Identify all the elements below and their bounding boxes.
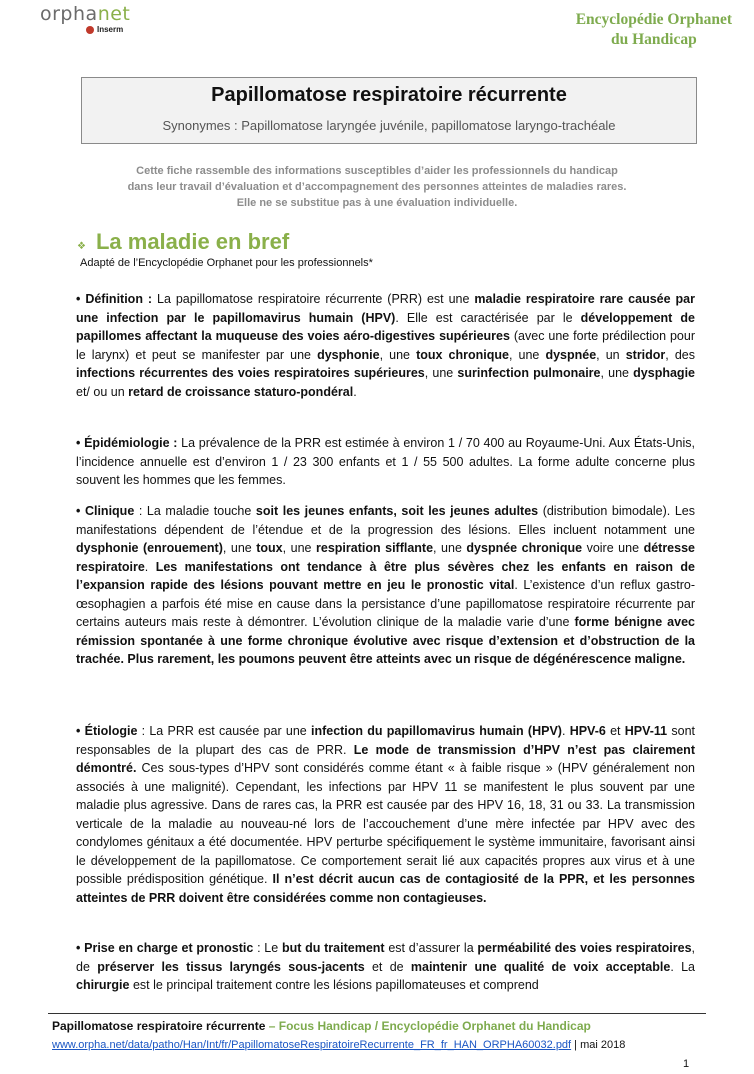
prise_en_charge-run: but du traitement (281, 941, 385, 955)
intro-line-3: Elle ne se substitue pas à une évaluation individuelle. (236, 197, 518, 209)
logo-text-a: orpha (40, 3, 98, 25)
clinique-run: toux (256, 541, 283, 555)
epidemiologie-run: La prévalence de la PRR est estimée à environ 1 / 70 400 au Royaume-Uni. Aux États-Unis, l’incidence annuelle est d’environ 1 / 23 300 enfants et 1 / 55 500 adultes. La forme adulte concerne plus souvent les hommes que les femmes. (76, 436, 695, 487)
footer-divider (48, 1013, 706, 1014)
etiologie-run: • Étiologie (76, 724, 138, 738)
prise_en_charge-run: chirurgie (76, 978, 130, 992)
brand-line-2: du Handicap (610, 31, 697, 48)
footer-link-row (52, 1039, 625, 1051)
prise_en_charge-run: • Prise en charge et pronostic (76, 941, 254, 955)
para-epidemiologie (76, 434, 695, 490)
clinique-run: respiration sifflante (316, 541, 434, 555)
definition-run: , une (508, 347, 546, 362)
section-heading-text: La maladie en bref (95, 229, 290, 254)
title-box (81, 77, 697, 144)
etiologie-run: HPV-6 (569, 724, 606, 738)
clinique-run: Les manifestations ont tendance à être plus sévères chez les enfants en raison de l’expansion rapide des lésions pouvant mettre en jeu le pronostic vital (76, 559, 695, 592)
clinique-run: détresse respiratoire (76, 541, 695, 574)
clinique-run: . (144, 559, 156, 574)
etiologie-run: : La PRR est causée par une (137, 724, 311, 738)
prise_en_charge-run: et de (364, 959, 411, 974)
para-definition (76, 290, 695, 401)
clinique-run: voire une (582, 541, 644, 555)
clinique-run: soit les jeunes enfants, soit les jeunes adultes (255, 504, 539, 518)
footer-title (52, 1019, 591, 1033)
etiologie-run: infection du papillomavirus humain (HPV) (310, 724, 562, 738)
section-heading (77, 229, 289, 255)
etiologie-run: Il n’est décrit aucun cas de contagiosité de la PPR, et les personnes atteintes de PRR doivent être considérées comme non contagieuses. (76, 872, 695, 905)
clinique-run: , une (433, 541, 467, 555)
para-clinique (76, 502, 695, 669)
definition-run: . (353, 384, 357, 399)
definition-run: (avec une forte prédilection pour le larynx) et peut se manifester par une (76, 329, 696, 362)
page-number: 1 (683, 1058, 690, 1070)
definition-run: • Définition : (76, 292, 153, 306)
clinique-run: (distribution bimodale). Les manifestations dépendent de l’étendue et de la progression des lésions. Elles incluent notamment une (76, 504, 696, 537)
intro-notice (110, 163, 644, 211)
definition-run: La papillomatose respiratoire récurrente (PRR) est une (152, 292, 475, 306)
clinique-run: forme bénigne avec rémission spontanée à une forme chronique évolutive avec risque d’extension et d’obstruction de la trachée. Plus rarement, les poumons peuvent être atteints avec un risque de dégénérescence maligne. (76, 615, 695, 666)
adapted-note: Adapté de l’Encyclopédie Orphanet pour les professionnels* (80, 257, 373, 269)
intro-line-1: Cette fiche rassemble des informations susceptibles d’aider les professionnels du handicap (136, 165, 618, 177)
definition-run: dysphonie (317, 347, 380, 362)
para-etiologie (76, 722, 695, 907)
definition-run: infections récurrentes des voies respiratoires supérieures (76, 366, 425, 380)
prise_en_charge-run: est d’assurer la (384, 941, 478, 955)
prise_en_charge-run: : Le (253, 941, 282, 955)
clinique-run: , une (222, 541, 257, 555)
diamond-bullet-icon: ❖ (77, 240, 86, 252)
definition-run: . Elle est caractérisée par le (395, 310, 581, 325)
definition-run: toux chronique (416, 347, 509, 362)
etiologie-run: sont responsables de la plupart des cas de PRR. (76, 724, 695, 757)
epidemiologie-run: • Épidémiologie : (76, 436, 178, 450)
etiologie-run: Ces sous-types d’HPV sont considérés comme étant « à faible risque » (HPV généralement non associés à une malignité). Cependant, les infections par HPV 11 se manifestent le plus souvent par une maladie plus agressive. Dans de rares cas, la PRR est causée par des HPV 16, 18, 31 ou 33. La transmission verticale de la maladie au nouveau-né lors de l’accouchement d’une mère infectée par HPV avec des condylomes génitaux a été documentée. HPV perturbe spécifiquement le système immunitaire, favorisant ainsi le développement de la papillomatose. Ce comportement serait lié aux capacités propres aux virus et à une possible prédisposition génétique. (76, 761, 695, 886)
definition-run: et/ ou un (76, 384, 129, 399)
logo-text-b: net (97, 3, 131, 25)
definition-run: stridor (625, 347, 666, 362)
prise_en_charge-run: , de (76, 941, 696, 974)
footer-series: Focus Handicap / Encyclopédie Orphanet du Handicap (278, 1019, 591, 1033)
clinique-run: , une (282, 541, 316, 555)
etiologie-run: Le mode de transmission d’HPV n’est pas clairement démontré. (76, 742, 695, 775)
prise_en_charge-run: perméabilité des voies respiratoires (477, 941, 692, 955)
footer-pdf-link[interactable]: www.orpha.net/data/patho/Han/Int/fr/PapillomatoseRespiratoireRecurrente_FR_fr_HAN_ORPHA60032.pdf (52, 1039, 572, 1051)
clinique-run: • Clinique (76, 504, 135, 518)
definition-run: maladie respiratoire rare causée par une infection par le papillomavirus humain (HPV) (76, 292, 695, 325)
brand-line-1: Encyclopédie Orphanet (575, 11, 732, 28)
definition-run: , un (596, 347, 626, 362)
inserm-label: Inserm (97, 25, 124, 34)
clinique-run: dysphonie (enrouement) (76, 541, 223, 555)
brand-title (576, 10, 732, 50)
clinique-run: : La maladie touche (134, 504, 256, 518)
clinique-run: . L’existence d’un reflux gastro-œsophagien a parfois été mise en cause dans la persistance d’une papillomatose respiratoire récurrente par certains auteurs mais reste à démontrer. L’évolution clinique de la maladie varie d’une (76, 578, 695, 629)
prise_en_charge-run: préserver les tissus laryngés sous-jacents (97, 959, 365, 974)
definition-run: , une (424, 366, 458, 380)
definition-run: développement de papillomes affectant la muqueuse des voies aéro-digestives supérieures (76, 310, 696, 343)
synonyms: Synonymes : Papillomatose laryngée juvénile, papillomatose laryngo-trachéale (162, 118, 616, 133)
prise_en_charge-run: est le principal traitement contre les lésions papillomateuses et comprend (129, 978, 539, 992)
definition-run: dysphagie (633, 366, 695, 380)
prise_en_charge-run: . La (670, 959, 695, 974)
page-title: Papillomatose respiratoire récurrente (211, 84, 567, 106)
definition-run: dyspnée (545, 347, 597, 362)
para-prise-en-charge (76, 939, 695, 995)
etiologie-run: HPV-11 (624, 724, 668, 738)
prise_en_charge-run: maintenir une qualité de voix acceptable (410, 959, 671, 974)
inserm-icon (86, 26, 94, 34)
definition-run: , une (379, 347, 417, 362)
definition-run: , des (665, 347, 695, 362)
footer-date: | mai 2018 (571, 1039, 626, 1051)
etiologie-run: . (561, 724, 570, 738)
footer-doc-title: Papillomatose respiratoire récurrente (52, 1019, 266, 1033)
etiologie-run: et (605, 724, 625, 738)
footer-dash: – (265, 1019, 279, 1033)
orphanet-logo (40, 4, 150, 34)
intro-line-2: dans leur travail d’évaluation et d’accompagnement des personnes atteintes de maladies rares. (127, 181, 627, 193)
definition-run: , une (600, 366, 634, 380)
clinique-run: dyspnée chronique (466, 541, 583, 555)
definition-run: retard de croissance staturo-pondéral (128, 384, 354, 399)
definition-run: surinfection pulmonaire (457, 366, 601, 380)
